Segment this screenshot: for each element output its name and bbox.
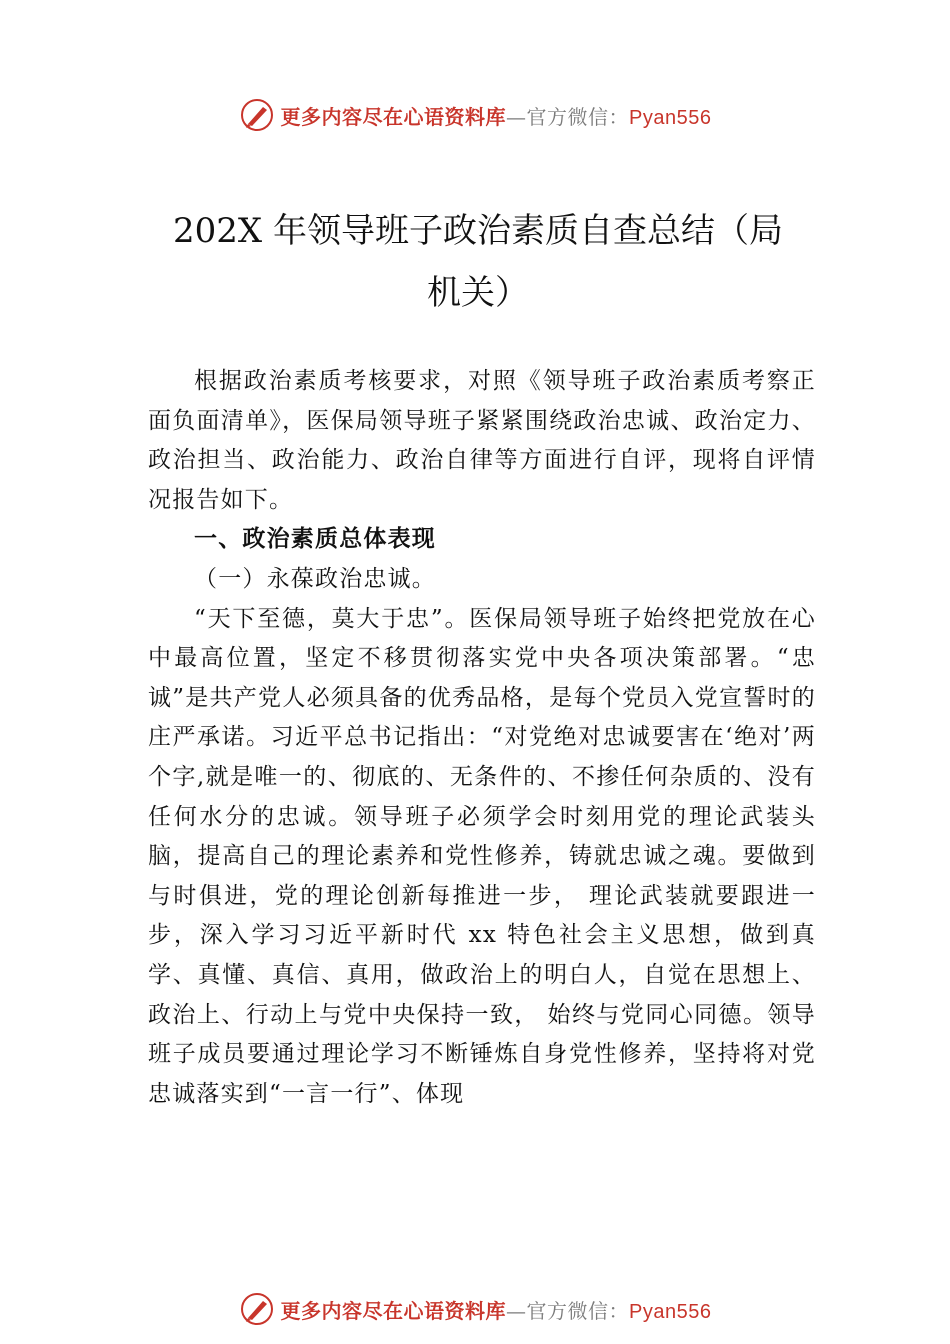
document-title — [148, 200, 808, 324]
watermark-id: Pyan556 — [629, 106, 712, 129]
document-body — [148, 362, 816, 1114]
title-line-2: 机关） — [427, 273, 529, 313]
body-paragraph: “天下至德，莫大于忠”。医保局领导班子始终把党放在心中最高位置，坚定不移贯彻落实党中央各项决策部署。“忠诚”是共产党人必须具备的优秀品格，是每个党员入党宣誓时的庄严承诺。习近平总书记指出：“对党绝对忠诚要害在‘绝对’两个字,就是唯一的、彻底的、无条件的、不掺任何杂质的、没有任何水分的忠诚。领导班子必须学会时刻用党的理论武装头脑，提高自己的理论素养和党性修养，铸就忠诚之魂。要做到与时俱进，党的理论创新每推进一步， 理论武装就要跟进一步，深入学习习近平新时代 xx 特色社会主义思想，做到真学、真懂、真信、真用，做政治上的明白人，自觉在思想上、政治上、行动上与党中央保持一致， 始终与党同心同德。领导班子成员要通过理论学习不断锤炼自身党性修养，坚持将对党忠诚落实到“一言一行”、体现 — [148, 605, 816, 1107]
watermark-text — [281, 1295, 712, 1324]
section-heading: 一、政治素质总体表现 — [194, 526, 436, 553]
watermark-text — [281, 101, 712, 130]
intro-paragraph: 根据政治素质考核要求，对照《领导班子政治素质考察正面负面清单》，医保局领导班子紧紧围绕政治忠诚、政治定力、政治担当、政治能力、政治自律等方面进行自评，现将自评情况报告如下。 — [148, 368, 816, 513]
pen-logo-icon — [239, 97, 275, 133]
watermark-main: 更多内容尽在心语资料库 — [280, 104, 507, 129]
watermark-banner-bottom — [0, 1289, 950, 1329]
watermark-main: 更多内容尽在心语资料库 — [280, 1298, 507, 1323]
title-line-1: 202X 年领导班子政治素质自查总结（局 — [173, 211, 783, 251]
subsection-heading: （一）永葆政治忠诚。 — [194, 565, 436, 592]
pen-logo-icon — [239, 1291, 275, 1327]
watermark-banner-top — [0, 95, 950, 135]
watermark-id: Pyan556 — [629, 1300, 712, 1323]
watermark-dash: — — [506, 1298, 527, 1323]
watermark-dash: — — [506, 104, 527, 129]
watermark-label: 官方微信： — [526, 104, 630, 129]
watermark-label: 官方微信： — [526, 1298, 630, 1323]
